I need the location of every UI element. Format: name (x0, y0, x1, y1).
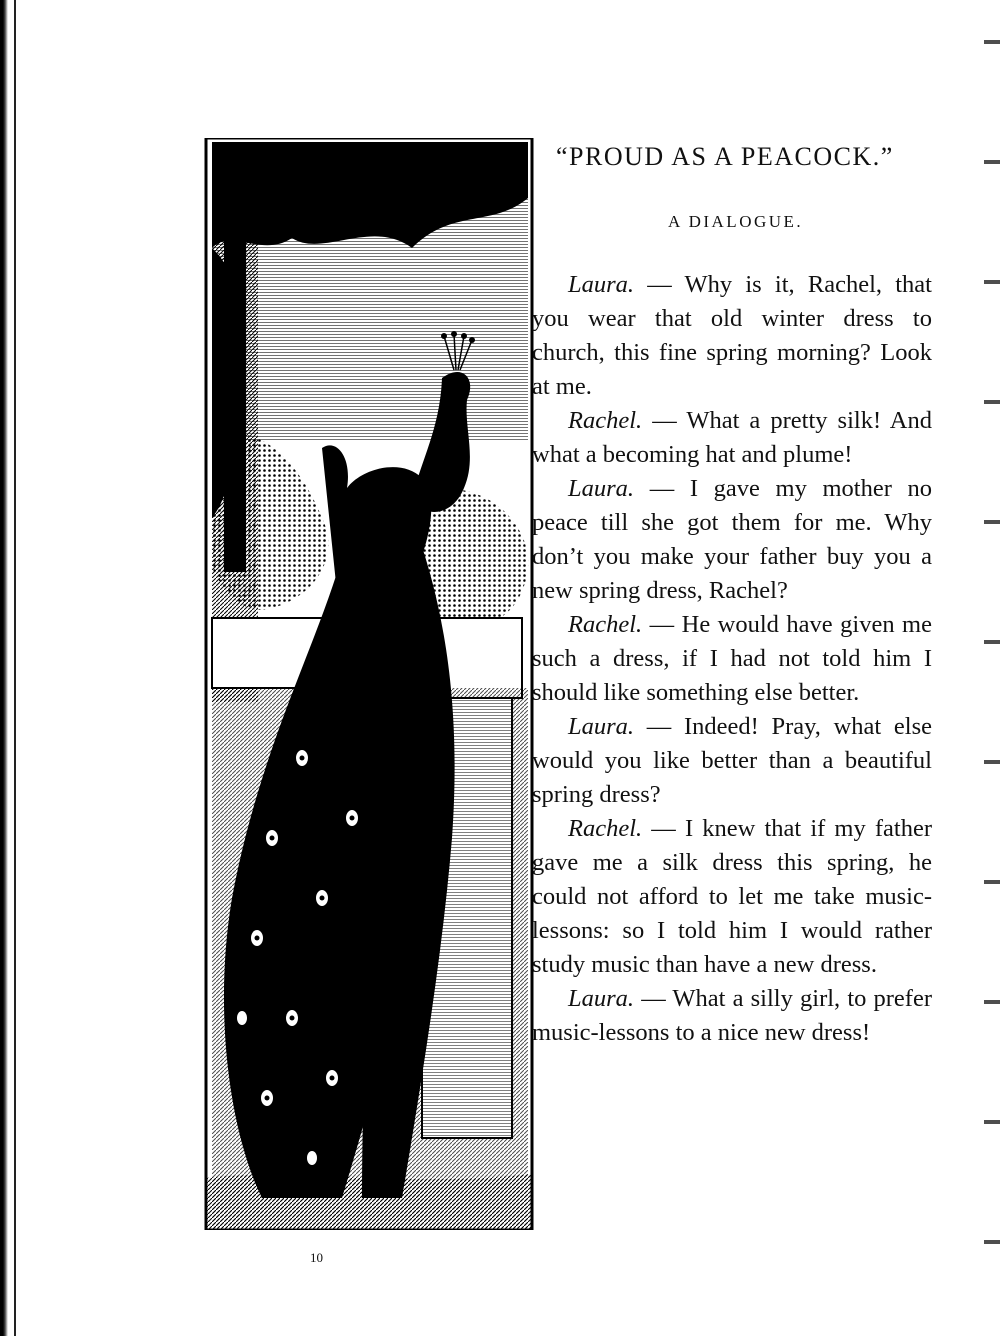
dialogue-text: — Indeed! Pray, what else would you like better than a beautiful spring dress? (532, 713, 932, 808)
dialogue-paragraph (532, 268, 932, 404)
dialogue-paragraph (532, 472, 932, 608)
dialogue-paragraph (532, 812, 932, 982)
dialogue-text: — He would have given me such a dress, if I had not told him I should like something else better. (532, 611, 932, 706)
dialogue-text: — What a silly girl, to prefer music-lessons to a nice new dress! (532, 985, 932, 1046)
scan-edge-right (984, 0, 1000, 1336)
dialogue-paragraph (532, 710, 932, 812)
speaker-name: Laura. (568, 475, 635, 502)
peacock-illustration (172, 138, 534, 1230)
speaker-name: Rachel. (568, 815, 643, 842)
page-title: “PROUD AS A PEACOCK.” (556, 142, 894, 171)
scan-edge-line (14, 0, 16, 1336)
dialogue-text: — I gave my mother no peace till she got them for me. Why don’t you make your father buy you a new spring dress, Rachel? (532, 475, 932, 604)
dialogue-paragraph (532, 982, 932, 1050)
speaker-name: Laura. (568, 271, 635, 298)
speaker-name: Rachel. (568, 611, 643, 638)
dialogue-body (532, 268, 932, 1050)
dialogue-text: — Why is it, Rachel, that you wear that old winter dress to church, this fine spring morning? Look at me. (532, 271, 932, 400)
speaker-name: Laura. (568, 713, 635, 740)
dialogue-paragraph (532, 608, 932, 710)
page-subtitle: A DIALOGUE. (668, 212, 804, 231)
speaker-name: Rachel. (568, 407, 643, 434)
speaker-name: Laura. (568, 985, 635, 1012)
dialogue-paragraph (532, 404, 932, 472)
page-number: 10 (310, 1250, 323, 1265)
scan-edge-left (0, 0, 8, 1336)
dialogue-text: — I knew that if my father gave me a silk dress this spring, he could not afford to let me take music-lessons: so I told him I would rather study music than have a new dress. (532, 815, 932, 978)
dialogue-text: — What a pretty silk! And what a becoming hat and plume! (532, 407, 932, 468)
